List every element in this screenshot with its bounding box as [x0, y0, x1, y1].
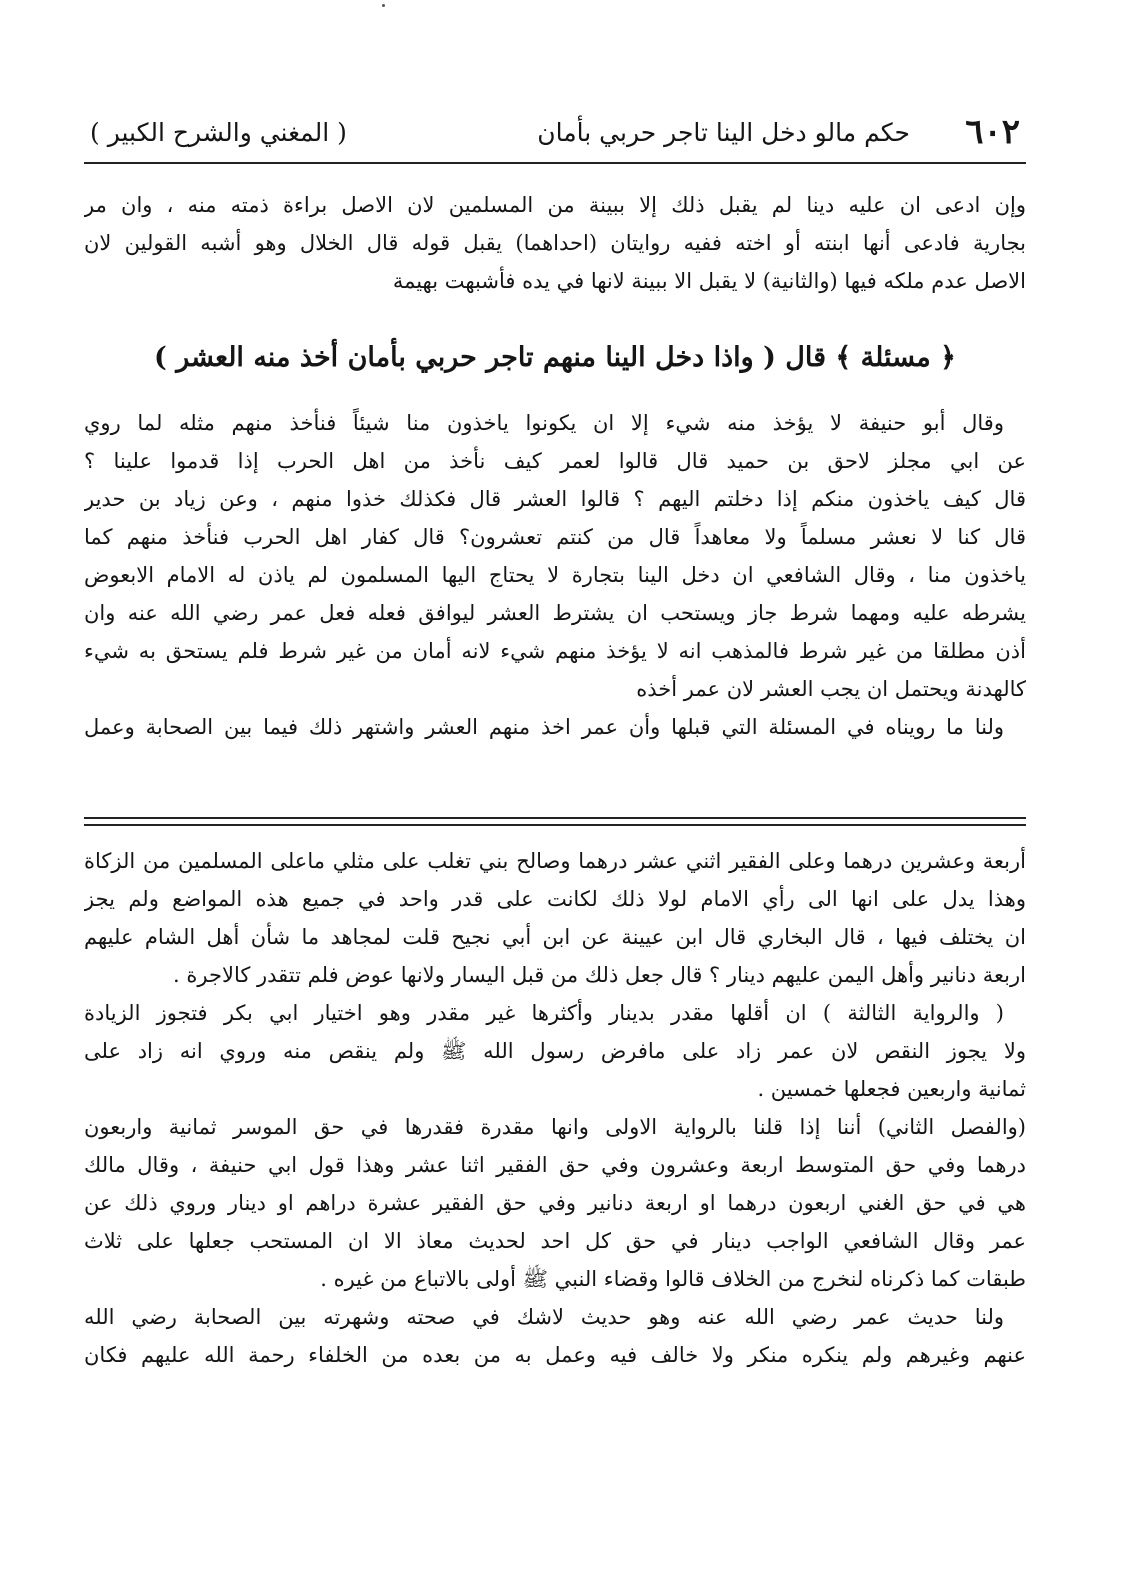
text-line: وهذا يدل على انها الى رأي الامام لولا ذلك لكانت على قدر واحد في جميع هذه المواضع ولم يجز [84, 887, 1026, 911]
text-line: أذن مطلقا من غير شرط فالمذهب انه لا يؤخذ منهم شيء لانه أمان من غير شرط فلم يستحق به شيء [84, 639, 1026, 663]
text-line: كالهدنة ويحتمل ان يجب العشر لان عمر أخذه [636, 677, 1026, 701]
text-line: ان يختلف فيها ، قال البخاري قال ابن عيينة عن ابن أبي نجيح قلت لمجاهد ما شأن أهل الشام عليهم [84, 925, 1026, 949]
text-line: عن ابي مجلز لاحق بن حميد قال قالوا لعمر كيف نأخذ من اهل الحرب إذا قدموا علينا ؟ [84, 449, 1026, 473]
text-line: أربعة وعشرين درهما وعلى الفقير اثني عشر درهما وصالح بني تغلب على مثلي ماعلى المسلمين من الزكاة [84, 849, 1026, 873]
page-number: ٦٠٢ [965, 112, 1020, 152]
text-line: وإن ادعى ان عليه دينا لم يقبل ذلك إلا ببينة من المسلمين لان الاصل براءة ذمته منه ، وان مر [84, 193, 1026, 217]
section-heading [84, 336, 1026, 380]
text-line: ولنا ما رويناه في المسئلة التي قبلها وأن عمر اخذ منهم العشر واشتهر ذلك فيما بين الصحابة وعمل [84, 715, 1004, 739]
page-header [90, 108, 1020, 160]
footnote-divider-lower [84, 824, 1026, 826]
masala-label: ﴿ مسئلة ﴾ [835, 342, 956, 373]
text-line: هي في حق الغني اربعون درهما او اربعة دنانير وفي حق الفقير عشرة دراهم او دينار وروي ذلك عن [84, 1191, 1026, 1215]
text-line: بجارية فادعى أنها ابنته أو اخته ففيه روايتان (احداهما) يقبل قوله قال الخلال وهو أشبه القولين لان [84, 231, 1026, 255]
text-line: اربعة دنانير وأهل اليمن عليهم دينار ؟ قال جعل ذلك من قبل اليسار ولانها عوض فلم تتقدر كالاجرة . [173, 963, 1026, 987]
text-line: ياخذون منا ، وقال الشافعي ان دخل الينا بتجارة لا يحتاج اليها المسلمون لم ياذن له الامام الابعوض [84, 563, 1026, 587]
text-line: ثمانية واربعين فجعلها خمسين . [757, 1077, 1026, 1101]
text-line: ولنا حديث عمر رضي الله عنه وهو حديث لاشك في صحته وشهرته بين الصحابة رضي الله [84, 1305, 1004, 1329]
heading-text: قال ( واذا دخل الينا منهم تاجر حربي بأمان أخذ منه العشر ) [154, 342, 826, 373]
text-line: درهما وفي حق المتوسط اربعة وعشرون وفي حق الفقير اثنا عشر وهذا قول ابي حنيفة ، وقال مالك [84, 1153, 1026, 1177]
text-line: ( والرواية الثالثة ) ان أقلها مقدر بدينار وأكثرها غير مقدر وهو اختيار ابي بكر فتجوز الزيادة [84, 1001, 1004, 1025]
main-text-top [84, 186, 1026, 300]
main-text-bottom [84, 404, 1026, 746]
text-line: ولا يجوز النقص لان عمر زاد على مافرض رسول الله ﷺ ولم ينقص منه وروي انه زاد على [84, 1039, 1026, 1063]
footnote-text [84, 842, 1026, 1374]
text-line: عمر وقال الشافعي الواجب دينار في حق كل احد لحديث معاذ الا ان المستحب جعلها على ثلاث [84, 1229, 1026, 1253]
footnote-divider-upper [84, 817, 1026, 819]
book-title: ( المغني والشرح الكبير ) [90, 118, 347, 147]
text-line: (والفصل الثاني) أننا إذا قلنا بالرواية الاولى وانها مقدرة فقدرها في حق الموسر ثمانية واربعون [84, 1115, 1026, 1139]
header-rule [84, 162, 1026, 164]
running-title: حكم مالو دخل الينا تاجر حربي بأمان [537, 118, 910, 147]
text-line: قال كيف ياخذون منكم إذا دخلتم اليهم ؟ قالوا العشر قال فكذلك خذوا منهم ، وعن زياد بن حدير [84, 487, 1026, 511]
text-line: قال كنا لا نعشر مسلماً ولا معاهداً قال من كنتم تعشرون؟ قال كفار اهل الحرب فنأخذ منهم كما [84, 525, 1026, 549]
text-line: وقال أبو حنيفة لا يؤخذ منه شيء إلا ان يكونوا ياخذون منا شيئاً فنأخذ منهم مثله لما روي [84, 411, 1004, 435]
text-line: يشرطه عليه ومهما شرط جاز ويستحب ان يشترط العشر ليوافق فعله فعل عمر رضي الله عنه وان [84, 601, 1026, 625]
text-line: الاصل عدم ملكه فيها (والثانية) لا يقبل الا ببينة لانها في يده فأشبهت بهيمة [392, 269, 1026, 293]
text-line: عنهم وغيرهم ولم ينكره منكر ولا خالف فيه وعمل به من بعده من الخلفاء رحمة الله عليهم فكان [84, 1343, 1026, 1367]
scan-speck [382, 4, 385, 7]
text-line: طبقات كما ذكرناه لنخرج من الخلاف قالوا وقضاء النبي ﷺ أولى بالاتباع من غيره . [320, 1267, 1026, 1291]
